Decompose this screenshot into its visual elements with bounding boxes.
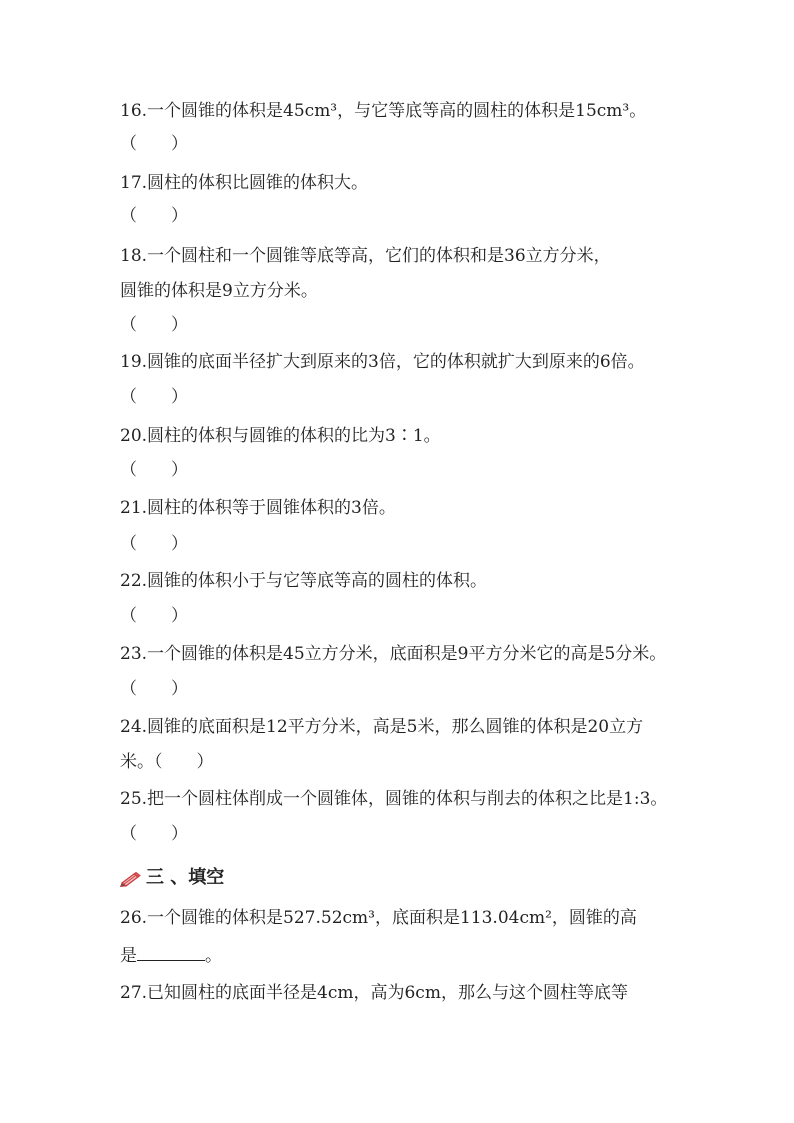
question-22-answer-blank: （ ） xyxy=(120,606,188,626)
question-21-text: 21.圆柱的体积等于圆锥体积的3倍。 xyxy=(120,498,396,518)
question-25-answer-blank: （ ） xyxy=(120,824,188,844)
question-24-text-line2: 米。（ ） xyxy=(120,752,214,772)
question-20-answer-blank: （ ） xyxy=(120,460,188,480)
question-27-text-line1: 27.已知圆柱的底面半径是4cm，高为6cm，那么与这个圆柱等底等 xyxy=(120,983,628,1003)
question-26-suffix: 。 xyxy=(205,946,222,966)
question-26-prefix: 是 xyxy=(120,946,137,966)
question-20-text: 20.圆柱的体积与圆锥的体积的比为3∶1。 xyxy=(120,426,441,446)
question-19-answer-blank: （ ） xyxy=(120,387,188,407)
question-23-answer-blank: （ ） xyxy=(120,679,188,699)
question-18-text-line1: 18.一个圆柱和一个圆锥等底等高，它们的体积和是36立方分米， xyxy=(120,246,611,266)
question-26-text-line2 xyxy=(120,944,222,967)
question-18-text-line2: 圆锥的体积是9立方分米。 xyxy=(120,281,318,301)
question-17-text: 17.圆柱的体积比圆锥的体积大。 xyxy=(120,173,369,193)
pencil-icon xyxy=(120,870,144,886)
question-24-text-line1: 24.圆锥的底面积是12平方分米，高是5米，那么圆锥的体积是20立方 xyxy=(120,717,644,737)
question-18-answer-blank: （ ） xyxy=(120,315,188,335)
section-heading xyxy=(120,866,224,890)
question-26-text-line1: 26.一个圆锥的体积是527.52cm³，底面积是113.04cm²，圆锥的高 xyxy=(120,908,637,928)
question-16-text: 16.一个圆锥的体积是45cm³，与它等底等高的圆柱的体积是15cm³。 xyxy=(120,101,647,121)
question-16-answer-blank: （ ） xyxy=(120,134,188,154)
question-25-text: 25.把一个圆柱体削成一个圆锥体，圆锥的体积与削去的体积之比是1:3。 xyxy=(120,789,668,809)
question-26-answer-blank xyxy=(137,944,205,961)
question-21-answer-blank: （ ） xyxy=(120,534,188,554)
question-17-answer-blank: （ ） xyxy=(120,206,188,226)
question-19-text: 19.圆锥的底面半径扩大到原来的3倍，它的体积就扩大到原来的6倍。 xyxy=(120,352,645,372)
question-23-text: 23.一个圆锥的体积是45立方分米，底面积是9平方分米它的高是5分米。 xyxy=(120,644,667,664)
question-22-text: 22.圆锥的体积小于与它等底等高的圆柱的体积。 xyxy=(120,571,488,591)
section-title: 三 、填空 xyxy=(146,867,225,888)
